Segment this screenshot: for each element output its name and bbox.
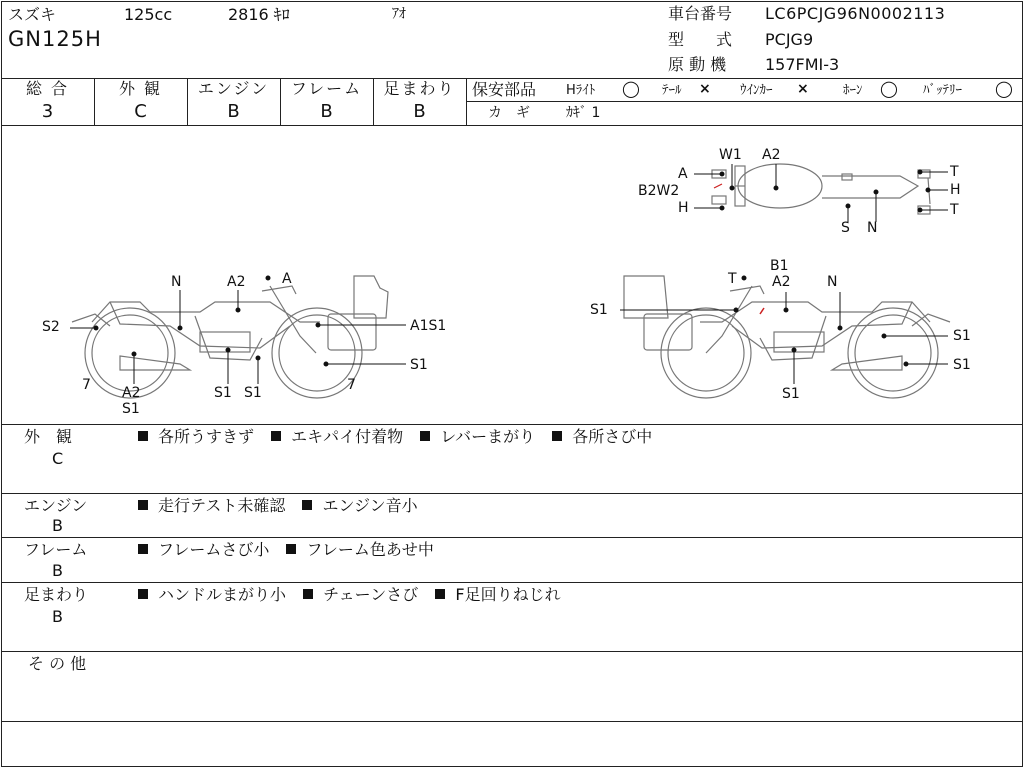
diagram-label: 7	[347, 377, 356, 393]
circle-mark-icon: ◯	[995, 79, 1013, 98]
circle-mark-icon: ◯	[880, 79, 898, 98]
remark-title: フレーム	[24, 540, 88, 559]
diagram-label: S1	[953, 328, 971, 344]
right-bike-outline	[624, 276, 950, 398]
remark-items	[138, 429, 664, 445]
remark-item: ハンドルまがり小	[158, 585, 287, 604]
divider	[1, 493, 1023, 494]
diagram-label: A2	[762, 147, 781, 163]
grade-label: 総 合	[25, 79, 70, 98]
diagram-label: B2W2	[638, 183, 680, 199]
diagram-label: S1	[782, 386, 800, 402]
grade-label: 外 観	[118, 79, 163, 98]
left-bike-outline	[72, 276, 388, 401]
grade-label: フレーム	[290, 79, 363, 98]
diagram-label: A2	[227, 274, 246, 290]
frame-no-label: 車台番号	[668, 4, 733, 23]
damage-diagram	[0, 126, 1024, 424]
diagram-label: A2	[122, 385, 141, 401]
diagram-label: T	[950, 202, 959, 218]
diagram-label: S2	[42, 319, 60, 335]
divider	[1, 582, 1023, 583]
engine-value: 157FMI-3	[765, 55, 840, 74]
remark-item: 走行テスト未確認	[158, 496, 286, 515]
diagram-label: S1	[410, 357, 428, 373]
square-bullet-icon	[138, 431, 148, 441]
engine-label: 原 動 機	[668, 55, 727, 74]
remark-title: 足まわり	[24, 585, 89, 604]
cross-mark-icon: ×	[699, 81, 711, 97]
remark-items	[138, 587, 573, 603]
diagram-label: T	[728, 271, 737, 287]
remark-item: フレーム色あせ中	[306, 540, 434, 559]
divider	[467, 101, 1023, 102]
remark-items	[138, 542, 446, 558]
diagram-label: S1	[244, 385, 262, 401]
key-label: カ ギ	[488, 105, 530, 121]
diagram-label: N	[867, 220, 878, 236]
safety-title: 保安部品	[472, 80, 537, 99]
square-bullet-icon	[552, 431, 562, 441]
remark-title: そ の 他	[28, 654, 87, 673]
remark-item: チェーンさび	[323, 585, 419, 604]
diagram-label: S1	[590, 302, 608, 318]
safety-item-name: ﾊﾞｯﾃﾘｰ	[923, 83, 962, 98]
mileage: 2816 ｷﾛ	[228, 5, 290, 24]
diagram-label: A	[282, 271, 292, 287]
grade-exterior	[94, 78, 187, 121]
type-label: 型 式	[668, 30, 733, 49]
cross-mark-icon: ×	[797, 81, 809, 97]
frame-no: LC6PCJG96N0002113	[765, 4, 946, 23]
diagram-label: S1	[214, 385, 232, 401]
remark-items	[138, 498, 430, 514]
key-value: ｶｷﾞ 1	[566, 105, 601, 121]
safety-item-name: ﾎｰﾝ	[843, 83, 863, 98]
displacement: 125cc	[124, 5, 173, 24]
divider	[1, 537, 1023, 538]
remark-grade: B	[52, 561, 63, 580]
divider	[466, 78, 467, 125]
grade-engine	[187, 78, 280, 121]
diagram-label: H	[950, 182, 961, 198]
remark-item: エンジン音小	[322, 496, 418, 515]
diagram-label: N	[171, 274, 182, 290]
diagram-label: 7	[82, 377, 91, 393]
square-bullet-icon	[420, 431, 430, 441]
diagram-label: A	[678, 166, 688, 182]
grade-overall	[1, 78, 94, 121]
remark-item: フレームさび小	[158, 540, 270, 559]
grade-label: 足まわり	[383, 79, 456, 98]
diagram-label: N	[827, 274, 838, 290]
square-bullet-icon	[138, 544, 148, 554]
diagram-label: S1	[122, 401, 140, 417]
remark-item: 各所さび中	[572, 427, 653, 446]
remark-item: レバーまがり	[440, 427, 536, 446]
grade-value: C	[134, 101, 147, 122]
damage-mark	[760, 308, 764, 314]
maker: スズキ	[8, 5, 57, 24]
divider	[1, 424, 1023, 425]
safety-item-name: Hﾗｲﾄ	[566, 83, 596, 98]
square-bullet-icon	[302, 500, 312, 510]
top-bike-outline	[712, 164, 930, 214]
grade-suspension	[373, 78, 466, 121]
safety-item-name: ｳｲﾝｶｰ	[740, 83, 773, 98]
grade-value: B	[227, 101, 240, 122]
grade-value: B	[413, 101, 426, 122]
remark-grade: B	[52, 607, 63, 626]
safety-item-name: ﾃｰﾙ	[662, 83, 682, 98]
square-bullet-icon	[303, 589, 313, 599]
grade-value: B	[320, 101, 333, 122]
type-value: PCJG9	[765, 30, 814, 49]
diagram-label: A2	[772, 274, 791, 290]
diagram-label: S1	[953, 357, 971, 373]
model-name: GN125H	[8, 27, 102, 51]
square-bullet-icon	[138, 500, 148, 510]
remark-item: エキパイ付着物	[291, 427, 404, 446]
circle-mark-icon: ◯	[622, 79, 640, 98]
square-bullet-icon	[286, 544, 296, 554]
remark-item: F足回りねじれ	[455, 585, 561, 604]
remark-title: 外 観	[24, 427, 73, 446]
diagram-label: A1S1	[410, 318, 447, 334]
remark-item: 各所うすきず	[158, 427, 255, 446]
grade-frame	[280, 78, 373, 121]
diagram-label: B1	[770, 258, 789, 274]
remark-grade: B	[52, 516, 63, 535]
remark-grade: C	[52, 449, 64, 468]
diagram-label: S	[841, 220, 850, 236]
square-bullet-icon	[435, 589, 445, 599]
color: ｱｵ	[392, 6, 406, 22]
divider	[1, 721, 1023, 722]
grade-label: エンジン	[197, 79, 270, 98]
square-bullet-icon	[138, 589, 148, 599]
divider	[1, 651, 1023, 652]
diagram-label: H	[678, 200, 689, 216]
diagram-label: T	[950, 164, 959, 180]
grade-value: 3	[41, 101, 54, 122]
diagram-label: W1	[719, 147, 742, 163]
square-bullet-icon	[271, 431, 281, 441]
remark-title: エンジン	[24, 496, 88, 515]
